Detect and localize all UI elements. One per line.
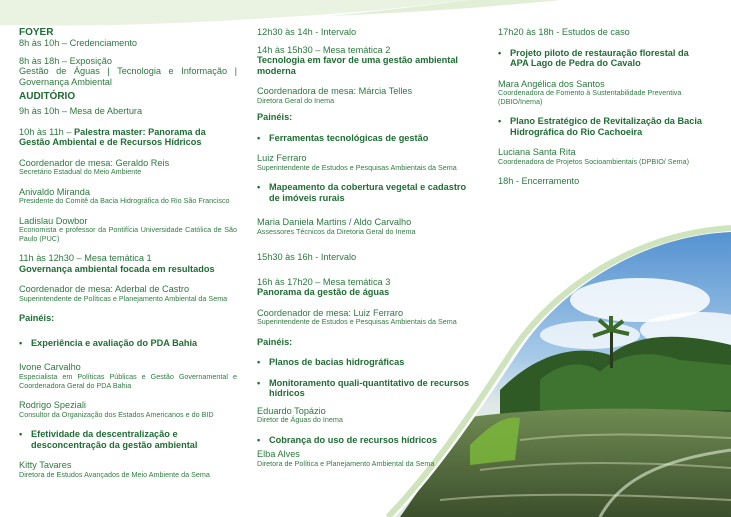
speaker-role: Superintendente de Estudos e Pesquisas Ambientais da Sema xyxy=(257,162,457,172)
palestra-time: 10h às 11h – xyxy=(19,126,72,137)
program-column-3 xyxy=(498,27,708,187)
speaker-role: Coordenadora de Fomento à Sustentabilidade Preventiva (DBIO/Inema) xyxy=(498,88,682,106)
speaker-name: Ivone Carvalho xyxy=(19,362,81,373)
coordinator-role: Superintendente de Estudos e Pesquisas Ambientais da Sema xyxy=(257,317,457,327)
coordinator-name: Aderbal de Castro xyxy=(115,284,190,295)
schedule-estudos-de-caso: 17h20 às 18h - Estudos de caso xyxy=(498,27,630,37)
paineis-heading: Painéis: xyxy=(257,112,293,123)
schedule-abertura: 9h às 10h – Mesa de Abertura xyxy=(19,106,143,116)
palestra-title: Palestra master: Panorama da Gestão Ambiental e de Recursos Hídricos xyxy=(19,126,206,147)
panel-item: • Experiência e avaliação do PDA Bahia xyxy=(19,338,237,349)
speaker-role: Diretor de Águas do Inema xyxy=(257,415,343,425)
panel-item: • Cobrança do uso de recursos hídricos xyxy=(257,435,479,446)
panel-item: • Ferramentas tecnológicas de gestão xyxy=(257,133,479,144)
speaker-name: Anivaldo Miranda xyxy=(19,186,90,197)
program-column-1 xyxy=(19,27,237,479)
section-heading-auditorio: AUDITÓRIO xyxy=(19,91,76,102)
coordinator-name: Luiz Ferraro xyxy=(353,307,404,318)
top-wave-shape xyxy=(0,0,470,26)
panel-item: • Mapeamento da cobertura vegetal e cadastro de imóveis rurais xyxy=(257,182,479,203)
mesa-tematica-title: Governança ambiental focada em resultados xyxy=(19,263,215,274)
coordinator-label: Coordenador de mesa: xyxy=(19,157,113,168)
speaker-name: Luiz Ferraro xyxy=(257,153,307,164)
schedule-exposicao: 8h às 18h – Exposição xyxy=(19,55,112,66)
palestra-block xyxy=(19,127,237,148)
speaker-name: Luciana Santa Rita xyxy=(498,147,576,158)
speaker-role: Diretora de Política e Planejamento Ambiental da Sema xyxy=(257,458,435,468)
speaker-role: Presidente do Comitê da Bacia Hidrográfica do Rio São Francisco xyxy=(19,196,230,206)
speaker-role: Consultor da Organização dos Estados Americanos e do BID xyxy=(19,409,214,419)
paineis-heading: Painéis: xyxy=(19,313,55,324)
paineis-heading: Painéis: xyxy=(257,336,293,347)
speaker-name: Ladislau Dowbor xyxy=(19,215,88,226)
coordinator-name: Geraldo Reis xyxy=(115,157,170,168)
speaker-name: Elba Alves xyxy=(257,449,300,460)
mesa-tematica-time: 14h às 15h30 – Mesa temática 2 xyxy=(257,44,391,55)
section-heading-foyer: FOYER xyxy=(19,27,54,38)
mesa-tematica-time: 16h às 17h20 – Mesa temática 3 xyxy=(257,276,391,287)
coordinator-label: Coordenador de mesa: xyxy=(257,307,351,318)
coordinator-role: Secretário Estadual do Meio Ambiente xyxy=(19,167,142,176)
speaker-name: Eduardo Topázio xyxy=(257,405,326,416)
case-study-item: • Projeto piloto de restauração florestal da APA Lago de Pedra do Cavalo xyxy=(498,48,708,69)
speaker-role: Coordenadora de Projetos Socioambientais (DPBIO/ Sema) xyxy=(498,156,689,166)
panel-item: • Efetividade da descentralização e desconcentração da gestão ambiental xyxy=(19,429,237,450)
speaker-name: Maria Daniela Martins / Aldo Carvalho xyxy=(257,217,412,228)
schedule-intervalo: 12h30 às 14h - Intervalo xyxy=(257,27,357,37)
speaker-role: Diretora de Estudos Avançados de Meio Ambiente da Sema xyxy=(19,469,210,479)
speaker-role: Economista e professor da Pontifícia Universidade Católica de São Paulo (PUC) xyxy=(19,225,237,243)
mesa-tematica-title: Tecnologia em favor de uma gestão ambiental moderna xyxy=(257,55,458,76)
schedule-intervalo: 15h30 às 16h - Intervalo xyxy=(257,252,357,263)
program-column-2 xyxy=(257,27,479,469)
coordinator-role: Diretora Geral do Inema xyxy=(257,95,335,105)
coordinator-role: Superintendente de Políticas e Planejamento Ambiental da Sema xyxy=(19,293,228,303)
schedule-credenciamento: 8h às 10h – Credenciamento xyxy=(19,38,137,48)
speaker-name: Mara Angélica dos Santos xyxy=(498,78,605,89)
panel-item: • Monitoramento quali-quantitativo de recursos hídricos xyxy=(257,378,479,399)
exposicao-topics: Gestão de Águas | Tecnologia e Informação | Governança Ambiental xyxy=(19,66,237,87)
schedule-encerramento: 18h - Encerramento xyxy=(498,176,580,187)
speaker-name: Rodrigo Speziali xyxy=(19,400,86,411)
speaker-role: Especialista em Políticas Públicas e Gestão Governamental e Coordenadora Geral do PDA Bahia xyxy=(19,371,237,390)
coordinator-label: Coordenador de mesa: xyxy=(19,284,113,295)
coordinator-label: Coordenadora de mesa: xyxy=(257,86,357,96)
mesa-tematica-title: Panorama da gestão de águas xyxy=(257,287,390,298)
mesa-tematica-time: 11h às 12h30 – Mesa temática 1 xyxy=(19,253,152,264)
speaker-name: Kitty Tavares xyxy=(19,460,72,471)
coordinator-name: Márcia Telles xyxy=(358,86,413,96)
speaker-role: Assessores Técnicos da Diretoria Geral do Inema xyxy=(257,226,416,236)
case-study-item: • Plano Estratégico de Revitalização da Bacia Hidrográfica do Rio Cachoeira xyxy=(498,116,708,137)
panel-item: • Planos de bacias hidrográficas xyxy=(257,357,479,368)
coordinator-line xyxy=(257,86,479,97)
